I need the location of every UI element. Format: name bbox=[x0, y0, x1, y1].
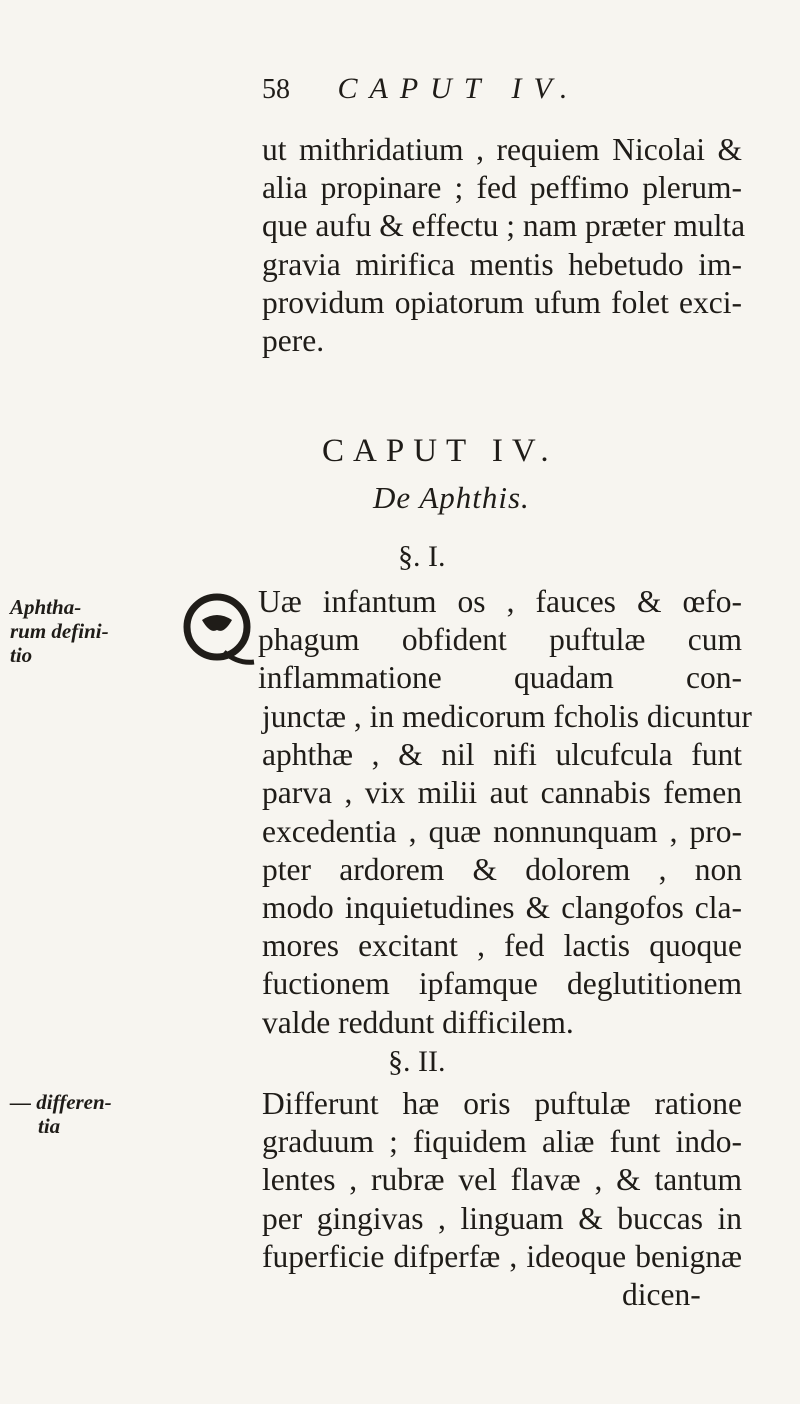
section-mark-1: §. I. bbox=[398, 540, 446, 573]
running-header bbox=[262, 72, 579, 106]
marginal-note-definition bbox=[10, 595, 122, 667]
running-title: CAPUT IV. bbox=[337, 72, 580, 105]
marginal-line: tio bbox=[10, 643, 33, 667]
text-line: per gingivas , linguam & buccas in bbox=[262, 1200, 742, 1236]
section1-paragraph bbox=[262, 698, 752, 1042]
text-line: parva , vix milii aut cannabis femen bbox=[262, 775, 742, 811]
intro-paragraph bbox=[262, 131, 746, 360]
text-line: junctæ , in medicorum fcholis dicuntur bbox=[262, 699, 752, 734]
dropcap bbox=[180, 590, 256, 670]
text-line: valde reddunt difficilem. bbox=[262, 1004, 574, 1040]
text-line: modo inquietudines & clangofos cla- bbox=[262, 890, 742, 926]
dropcap-q-icon bbox=[180, 590, 256, 670]
text-line: providum opiatorum ufum folet exci- bbox=[262, 284, 742, 320]
section2-paragraph bbox=[262, 1085, 742, 1276]
marginal-line: — differen- bbox=[10, 1090, 112, 1114]
text-line: lentes , rubræ vel flavæ , & tantum bbox=[262, 1162, 742, 1198]
text-line: pter ardorem & dolorem , non bbox=[262, 851, 742, 887]
marginal-line: rum defini- bbox=[10, 619, 109, 643]
section-mark-2: §. II. bbox=[388, 1045, 446, 1078]
text-line: Uæ infantum os , fauces & œfo- bbox=[258, 584, 742, 619]
text-line: gravia mirifica mentis hebetudo im- bbox=[262, 246, 742, 282]
text-line: que aufu & effectu ; nam præter multa bbox=[262, 208, 746, 244]
text-line: Differunt hæ oris puftulæ ratione bbox=[262, 1086, 742, 1121]
text-line: fuctionem ipfamque deglutitionem bbox=[262, 966, 742, 1002]
catchword: dicen- bbox=[622, 1277, 701, 1312]
text-line: inflammatione quadam con- bbox=[258, 660, 742, 696]
section1-first-lines bbox=[258, 583, 742, 698]
marginal-line: Aphtha- bbox=[10, 595, 82, 619]
text-line: phagum obfident puftulæ cum bbox=[258, 622, 742, 658]
text-line: aphthæ , & nil nifi ulcufcula funt bbox=[262, 737, 742, 773]
chapter-subtitle: De Aphthis. bbox=[373, 480, 530, 515]
marginal-note-differentia bbox=[10, 1090, 122, 1138]
text-line: ut mithridatium , requiem Nicolai & bbox=[262, 132, 742, 167]
text-line: graduum ; fiquidem aliæ funt indo- bbox=[262, 1124, 742, 1160]
catchword-block bbox=[622, 1276, 742, 1314]
marginal-line: tia bbox=[38, 1114, 61, 1138]
chapter-title: CAPUT IV. bbox=[322, 433, 558, 469]
text-line: fuperficie difperfæ , ideoque benignæ bbox=[262, 1238, 742, 1274]
text-line: mores excitant , fed lactis quoque bbox=[262, 928, 742, 964]
text-line: alia propinare ; fed peffimo plerum- bbox=[262, 170, 742, 206]
text-line: excedentia , quæ nonnunquam , pro- bbox=[262, 813, 742, 849]
page-number: 58 bbox=[262, 74, 290, 105]
text-line: pere. bbox=[262, 323, 325, 359]
